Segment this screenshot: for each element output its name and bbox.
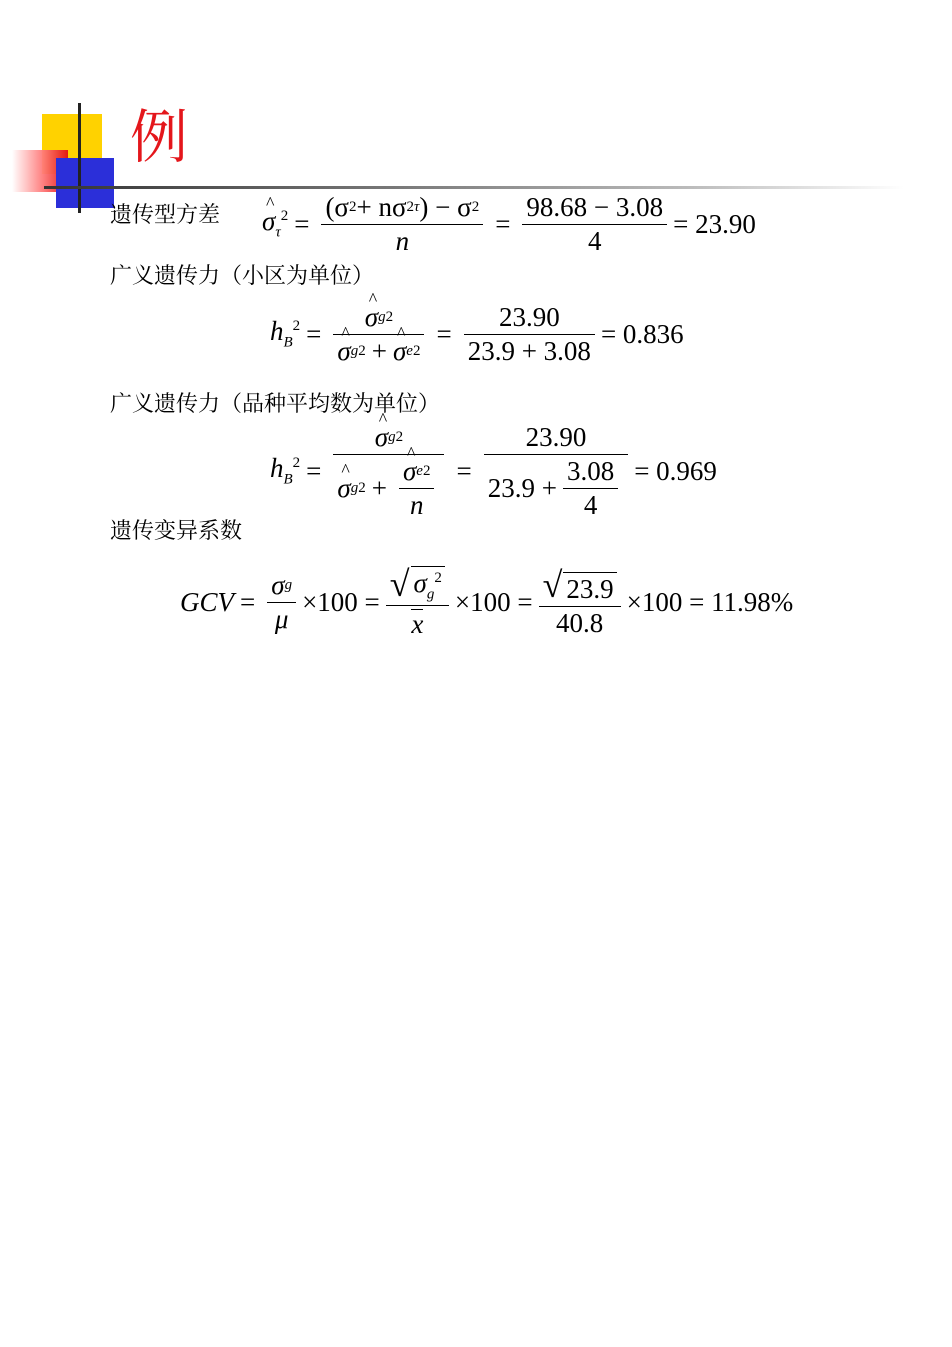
decor-horizontal-line	[44, 186, 904, 189]
equation-heritability-plot: $h_B^2$ = ^ σ g 2 ^ σ g 2 + ^ σ e 2 = $\frac{23.90}{23.9 + 3.08}$ = 0.836	[270, 304, 684, 365]
eq2-lhs: $h_B^2$	[270, 316, 301, 351]
eq4-fraction-1: σ g μ	[267, 572, 296, 633]
eq1-fraction-2: $\frac{98.68 - 3.08}{4}$	[522, 194, 667, 255]
eq1-lhs: ^ $\sigma_\tau^2$	[262, 208, 288, 240]
eq2-result: = 0.836	[600, 319, 684, 349]
eq1-result: = 23.90	[673, 209, 756, 239]
equation-heritability-mean: $h_B^2$ = ^ σ g 2 ^ σ g 2 + ^ σ e 2 n = 23.90 23.9 + $\frac{3.08}{4}$ = 0.969	[270, 424, 717, 519]
slide-title: 例	[130, 103, 189, 171]
eq3-lhs: $h_B^2$	[270, 453, 301, 488]
label-genotype-variance: 遗传型方差	[110, 203, 221, 228]
equation-gcv: GCV = σ g μ ×100 = √ $\sigma_g^2$ x ×100 = √ 23.9 40.8 ×100 = 11.98%	[180, 564, 794, 640]
eq3-fraction-2: 23.90 23.9 + $\frac{3.08}{4}$	[484, 424, 628, 519]
eq2-fraction-1: ^ σ g 2 ^ σ g 2 + ^ σ e 2	[333, 304, 424, 365]
equation-genotype-variance: ^ $\sigma_\tau^2$ = (σ 2 + nσ 2 τ ) − σ 2 n = $\frac{98.68 - 3.08}{4}$ = 23.90	[262, 194, 756, 255]
eq4-fraction-2: √ $\sigma_g^2$ x	[386, 566, 449, 638]
eq3-result: = 0.969	[634, 456, 717, 486]
eq3-inner-fraction-2: $\frac{3.08}{4}$	[563, 458, 618, 519]
decor-vertical-line	[78, 103, 81, 213]
eq3-inner-fraction: ^ σ e 2 n	[399, 458, 435, 519]
eq4-lhs: GCV	[180, 586, 234, 617]
eq3-fraction-1: ^ σ g 2 ^ σ g 2 + ^ σ e 2 n	[333, 424, 444, 519]
eq2-fraction-2: $\frac{23.90}{23.9 + 3.08}$	[464, 304, 595, 365]
label-gcv: 遗传变异系数	[110, 519, 243, 544]
eq1-fraction-1: (σ 2 + nσ 2 τ ) − σ 2 n	[321, 194, 483, 255]
label-broad-heritability-plot: 广义遗传力（小区为单位）	[110, 264, 375, 289]
eq4-result: ×100 = 11.98%	[626, 586, 794, 617]
eq4-fraction-3: √ 23.9 40.8	[539, 567, 621, 637]
label-broad-heritability-mean: 广义遗传力（品种平均数为单位）	[110, 392, 441, 417]
decor-blue-square	[56, 158, 114, 208]
